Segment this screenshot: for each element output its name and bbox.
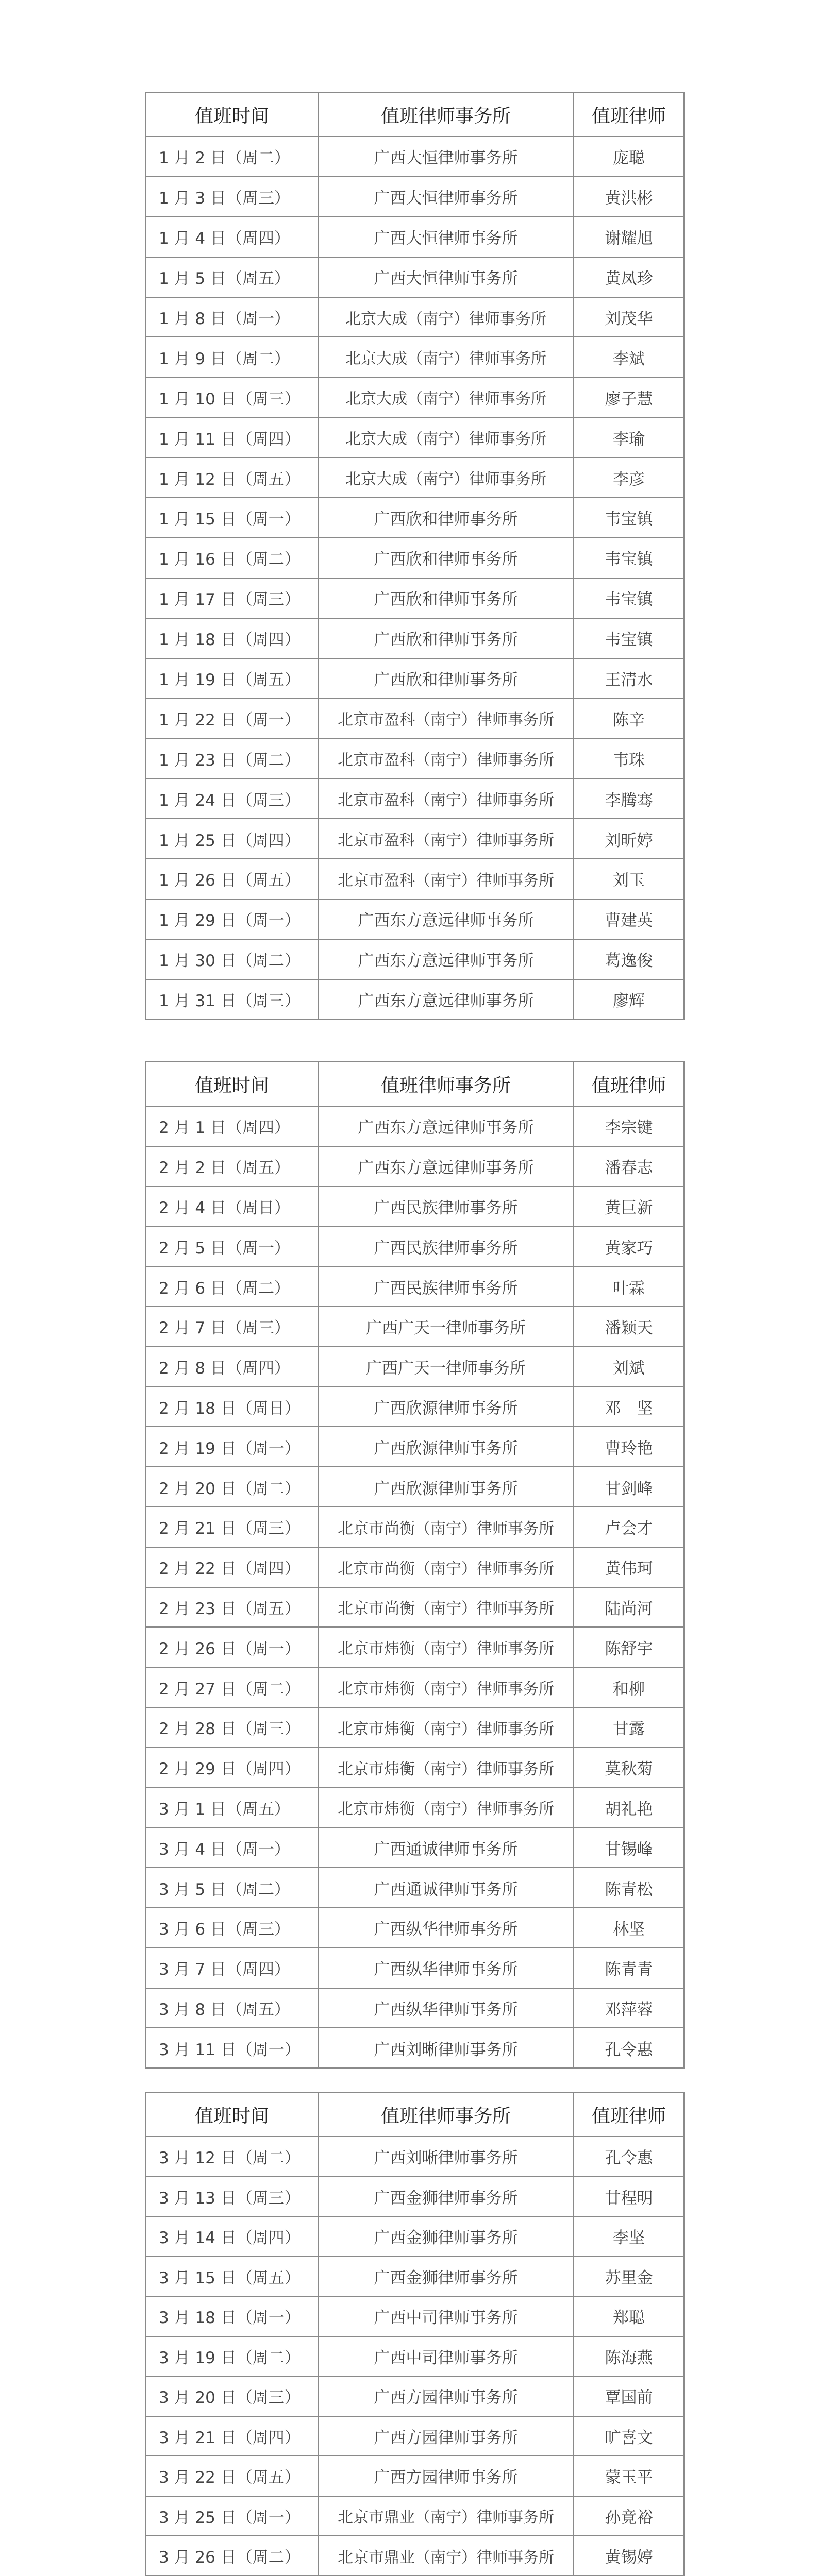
table-row [146,778,684,819]
table-row [146,578,684,618]
duty-date: 1 月 19 日（周五） [146,658,318,699]
law-firm: 北京大成（南宁）律师事务所 [318,297,574,337]
lawyer-name: 廖子慧 [574,377,684,417]
duty-date: 2 月 23 日（周五） [146,1587,318,1628]
law-firm: 广西方园律师事务所 [318,2456,574,2496]
lawyer-name: 刘玉 [574,859,684,899]
lawyer-name: 庞聪 [574,137,684,177]
table-row [146,1387,684,1427]
table-row [146,1748,684,1788]
schedule-table [145,92,685,1020]
lawyer-name: 陈青松 [574,1868,684,1908]
lawyer-name: 覃国前 [574,2376,684,2416]
duty-date: 3 月 19 日（周二） [146,2336,318,2377]
duty-date: 1 月 24 日（周三） [146,778,318,819]
law-firm: 广西刘晰律师事务所 [318,2028,574,2068]
table-row [146,1146,684,1187]
law-firm: 广西民族律师事务所 [318,1187,574,1227]
lawyer-name: 曹玲艳 [574,1427,684,1467]
header-firm: 值班律师事务所 [318,2092,574,2137]
law-firm: 广西民族律师事务所 [318,1266,574,1307]
duty-date: 1 月 29 日（周一） [146,899,318,939]
law-firm: 广西通诚律师事务所 [318,1827,574,1868]
lawyer-name: 邓 坚 [574,1387,684,1427]
law-firm: 广西金狮律师事务所 [318,2216,574,2257]
header-time: 值班时间 [146,1062,318,1106]
table-row [146,618,684,658]
lawyer-name: 潘颖天 [574,1307,684,1347]
law-firm: 广西东方意远律师事务所 [318,939,574,979]
lawyer-name: 孙竟裕 [574,2496,684,2536]
lawyer-name: 黄家巧 [574,1226,684,1266]
law-firm: 北京市鼎业（南宁）律师事务所 [318,2496,574,2536]
duty-date: 1 月 9 日（周二） [146,337,318,377]
lawyer-name: 葛逸俊 [574,939,684,979]
law-firm: 北京大成（南宁）律师事务所 [318,337,574,377]
duty-date: 1 月 23 日（周二） [146,738,318,778]
lawyer-name: 李彦 [574,457,684,498]
table-row [146,698,684,738]
duty-date: 3 月 6 日（周三） [146,1908,318,1948]
lawyer-name: 蒙玉平 [574,2456,684,2496]
table-row [146,1427,684,1467]
lawyer-name: 陈青青 [574,1948,684,1988]
law-firm: 广西中司律师事务所 [318,2296,574,2336]
table-row [146,2496,684,2536]
duty-date: 2 月 22 日（周四） [146,1547,318,1587]
lawyer-name: 甘露 [574,1707,684,1748]
duty-date: 3 月 20 日（周三） [146,2376,318,2416]
header-lawyer: 值班律师 [574,2092,684,2137]
duty-date: 3 月 8 日（周五） [146,1988,318,2028]
duty-date: 2 月 1 日（周四） [146,1106,318,1146]
law-firm: 北京市炜衡（南宁）律师事务所 [318,1627,574,1667]
table-row [146,1547,684,1587]
table-row [146,1667,684,1707]
table-row [146,2336,684,2377]
law-firm: 广西欣源律师事务所 [318,1387,574,1427]
header-lawyer: 值班律师 [574,92,684,137]
duty-date: 3 月 15 日（周五） [146,2257,318,2297]
law-firm: 北京市尚衡（南宁）律师事务所 [318,1547,574,1587]
lawyer-name: 邓萍蓉 [574,1988,684,2028]
duty-date: 2 月 6 日（周二） [146,1266,318,1307]
table-row [146,2177,684,2217]
law-firm: 广西广天一律师事务所 [318,1347,574,1387]
table-row [146,1347,684,1387]
table-row [146,538,684,578]
table-row [146,1988,684,2028]
table-row [146,859,684,899]
table-row [146,2456,684,2496]
duty-date: 1 月 17 日（周三） [146,578,318,618]
table-row [146,2376,684,2416]
law-firm: 广西刘晰律师事务所 [318,2137,574,2177]
lawyer-name: 陆尚河 [574,1587,684,1628]
duty-date: 3 月 12 日（周二） [146,2137,318,2177]
duty-date: 3 月 18 日（周一） [146,2296,318,2336]
duty-date: 2 月 5 日（周一） [146,1226,318,1266]
table-row [146,1507,684,1547]
duty-date: 2 月 19 日（周一） [146,1427,318,1467]
lawyer-name: 刘斌 [574,1347,684,1387]
law-firm: 广西金狮律师事务所 [318,2177,574,2217]
lawyer-name: 郑聪 [574,2296,684,2336]
table-row [146,819,684,859]
lawyer-name: 卢会才 [574,1507,684,1547]
law-firm: 广西纵华律师事务所 [318,1908,574,1948]
law-firm: 广西欣和律师事务所 [318,578,574,618]
table-row [146,658,684,699]
table-row [146,1948,684,1988]
law-firm: 广西东方意远律师事务所 [318,979,574,1020]
duty-date: 1 月 8 日（周一） [146,297,318,337]
duty-date: 2 月 21 日（周三） [146,1507,318,1547]
table-row [146,1467,684,1507]
duty-date: 2 月 18 日（周日） [146,1387,318,1427]
law-firm: 北京市盈科（南宁）律师事务所 [318,778,574,819]
law-firm: 北京市炜衡（南宁）律师事务所 [318,1707,574,1748]
header-time: 值班时间 [146,92,318,137]
lawyer-name: 黄锡婷 [574,2536,684,2576]
table-row [146,2257,684,2297]
law-firm: 广西中司律师事务所 [318,2336,574,2377]
lawyer-name: 韦宝镇 [574,538,684,578]
law-firm: 广西方园律师事务所 [318,2416,574,2456]
lawyer-name: 廖辉 [574,979,684,1020]
duty-date: 1 月 11 日（周四） [146,417,318,457]
lawyer-name: 旷喜文 [574,2416,684,2456]
lawyer-name: 韦宝镇 [574,618,684,658]
table-row [146,377,684,417]
duty-date: 3 月 22 日（周五） [146,2456,318,2496]
law-firm: 广西广天一律师事务所 [318,1307,574,1347]
law-firm: 北京大成（南宁）律师事务所 [318,377,574,417]
table-row [146,297,684,337]
table-row [146,1266,684,1307]
duty-date: 3 月 14 日（周四） [146,2216,318,2257]
lawyer-name: 刘昕婷 [574,819,684,859]
table-row [146,2536,684,2576]
table-row [146,417,684,457]
law-firm: 广西大恒律师事务所 [318,137,574,177]
law-firm: 广西大恒律师事务所 [318,217,574,257]
table-row [146,1307,684,1347]
lawyer-name: 黄凤珍 [574,257,684,297]
law-firm: 广西大恒律师事务所 [318,177,574,217]
lawyer-name: 李斌 [574,337,684,377]
table-header-row [146,1062,684,1106]
law-firm: 北京市炜衡（南宁）律师事务所 [318,1788,574,1828]
table-row [146,2028,684,2068]
table-header-row [146,2092,684,2137]
law-firm: 广西欣和律师事务所 [318,538,574,578]
table-header-row [146,92,684,137]
table-row [146,457,684,498]
law-firm: 北京市鼎业（南宁）律师事务所 [318,2536,574,2576]
lawyer-name: 黄洪彬 [574,177,684,217]
lawyer-name: 胡礼艳 [574,1788,684,1828]
table-row [146,1788,684,1828]
lawyer-name: 韦珠 [574,738,684,778]
lawyer-name: 黄伟珂 [574,1547,684,1587]
duty-date: 3 月 4 日（周一） [146,1827,318,1868]
table-row [146,1106,684,1146]
duty-date: 1 月 31 日（周三） [146,979,318,1020]
law-firm: 广西方园律师事务所 [318,2376,574,2416]
duty-date: 1 月 30 日（周二） [146,939,318,979]
law-firm: 北京市炜衡（南宁）律师事务所 [318,1667,574,1707]
law-firm: 北京市尚衡（南宁）律师事务所 [318,1507,574,1547]
law-firm: 北京市盈科（南宁）律师事务所 [318,859,574,899]
lawyer-name: 曹建英 [574,899,684,939]
header-time: 值班时间 [146,2092,318,2137]
lawyer-name: 孔令惠 [574,2028,684,2068]
table-row [146,2216,684,2257]
duty-date: 3 月 25 日（周一） [146,2496,318,2536]
law-firm: 广西纵华律师事务所 [318,1988,574,2028]
table-row [146,1226,684,1266]
table-row [146,2296,684,2336]
lawyer-name: 李腾骞 [574,778,684,819]
table-row [146,177,684,217]
duty-date: 2 月 26 日（周一） [146,1627,318,1667]
lawyer-name: 苏里金 [574,2257,684,2297]
law-firm: 广西金狮律师事务所 [318,2257,574,2297]
table-row [146,1908,684,1948]
table-row [146,498,684,538]
duty-date: 1 月 3 日（周三） [146,177,318,217]
duty-date: 2 月 4 日（周日） [146,1187,318,1227]
table-row [146,899,684,939]
lawyer-name: 韦宝镇 [574,578,684,618]
table-row [146,738,684,778]
law-firm: 北京大成（南宁）律师事务所 [318,457,574,498]
table-row [146,1587,684,1628]
law-firm: 北京市尚衡（南宁）律师事务所 [318,1587,574,1628]
lawyer-name: 潘春志 [574,1146,684,1187]
duty-date: 3 月 21 日（周四） [146,2416,318,2456]
table-row [146,1627,684,1667]
law-firm: 广西东方意远律师事务所 [318,1146,574,1187]
duty-date: 2 月 7 日（周三） [146,1307,318,1347]
duty-date: 1 月 25 日（周四） [146,819,318,859]
lawyer-name: 李宗键 [574,1106,684,1146]
law-firm: 广西欣和律师事务所 [318,498,574,538]
table-row [146,1707,684,1748]
law-firm: 北京市盈科（南宁）律师事务所 [318,698,574,738]
law-firm: 广西通诚律师事务所 [318,1868,574,1908]
schedule-table [145,1061,685,2069]
lawyer-name: 韦宝镇 [574,498,684,538]
lawyer-name: 李瑜 [574,417,684,457]
lawyer-name: 刘茂华 [574,297,684,337]
duty-date: 2 月 29 日（周四） [146,1748,318,1788]
duty-date: 2 月 27 日（周二） [146,1667,318,1707]
law-firm: 北京大成（南宁）律师事务所 [318,417,574,457]
duty-date: 1 月 5 日（周五） [146,257,318,297]
header-firm: 值班律师事务所 [318,1062,574,1106]
duty-date: 3 月 1 日（周五） [146,1788,318,1828]
header-lawyer: 值班律师 [574,1062,684,1106]
schedule-table [145,2092,685,2576]
table-row [146,257,684,297]
header-firm: 值班律师事务所 [318,92,574,137]
duty-date: 1 月 18 日（周四） [146,618,318,658]
law-firm: 广西东方意远律师事务所 [318,899,574,939]
lawyer-name: 黄巨新 [574,1187,684,1227]
duty-date: 1 月 16 日（周二） [146,538,318,578]
duty-date: 3 月 13 日（周三） [146,2177,318,2217]
duty-date: 1 月 26 日（周五） [146,859,318,899]
lawyer-name: 莫秋菊 [574,1748,684,1788]
duty-date: 1 月 2 日（周二） [146,137,318,177]
law-firm: 广西欣源律师事务所 [318,1427,574,1467]
law-firm: 广西欣源律师事务所 [318,1467,574,1507]
duty-date: 1 月 12 日（周五） [146,457,318,498]
table-row [146,137,684,177]
table-row [146,939,684,979]
law-firm: 广西大恒律师事务所 [318,257,574,297]
law-firm: 广西东方意远律师事务所 [318,1106,574,1146]
duty-date: 2 月 20 日（周二） [146,1467,318,1507]
law-firm: 北京市炜衡（南宁）律师事务所 [318,1748,574,1788]
duty-date: 2 月 28 日（周三） [146,1707,318,1748]
lawyer-name: 孔令惠 [574,2137,684,2177]
duty-date: 1 月 22 日（周一） [146,698,318,738]
duty-date: 1 月 10 日（周三） [146,377,318,417]
law-firm: 广西民族律师事务所 [318,1226,574,1266]
table-row [146,217,684,257]
lawyer-name: 李坚 [574,2216,684,2257]
duty-date: 2 月 8 日（周四） [146,1347,318,1387]
table-row [146,1868,684,1908]
lawyer-name: 甘剑峰 [574,1467,684,1507]
table-row [146,1827,684,1868]
duty-date: 1 月 4 日（周四） [146,217,318,257]
duty-date: 3 月 11 日（周一） [146,2028,318,2068]
lawyer-name: 甘程明 [574,2177,684,2217]
lawyer-name: 陈辛 [574,698,684,738]
lawyer-name: 陈舒宇 [574,1627,684,1667]
law-firm: 北京市盈科（南宁）律师事务所 [318,819,574,859]
table-row [146,979,684,1020]
table-row [146,337,684,377]
table-row [146,1187,684,1227]
lawyer-name: 谢耀旭 [574,217,684,257]
table-row [146,2137,684,2177]
duty-date: 1 月 15 日（周一） [146,498,318,538]
lawyer-name: 王清水 [574,658,684,699]
law-firm: 北京市盈科（南宁）律师事务所 [318,738,574,778]
duty-date: 3 月 5 日（周二） [146,1868,318,1908]
law-firm: 广西纵华律师事务所 [318,1948,574,1988]
lawyer-name: 和柳 [574,1667,684,1707]
duty-date: 2 月 2 日（周五） [146,1146,318,1187]
law-firm: 广西欣和律师事务所 [318,658,574,699]
duty-date: 3 月 7 日（周四） [146,1948,318,1988]
law-firm: 广西欣和律师事务所 [318,618,574,658]
duty-date: 3 月 26 日（周二） [146,2536,318,2576]
lawyer-name: 甘锡峰 [574,1827,684,1868]
lawyer-name: 叶霖 [574,1266,684,1307]
table-row [146,2416,684,2456]
lawyer-name: 陈海燕 [574,2336,684,2377]
lawyer-name: 林坚 [574,1908,684,1948]
